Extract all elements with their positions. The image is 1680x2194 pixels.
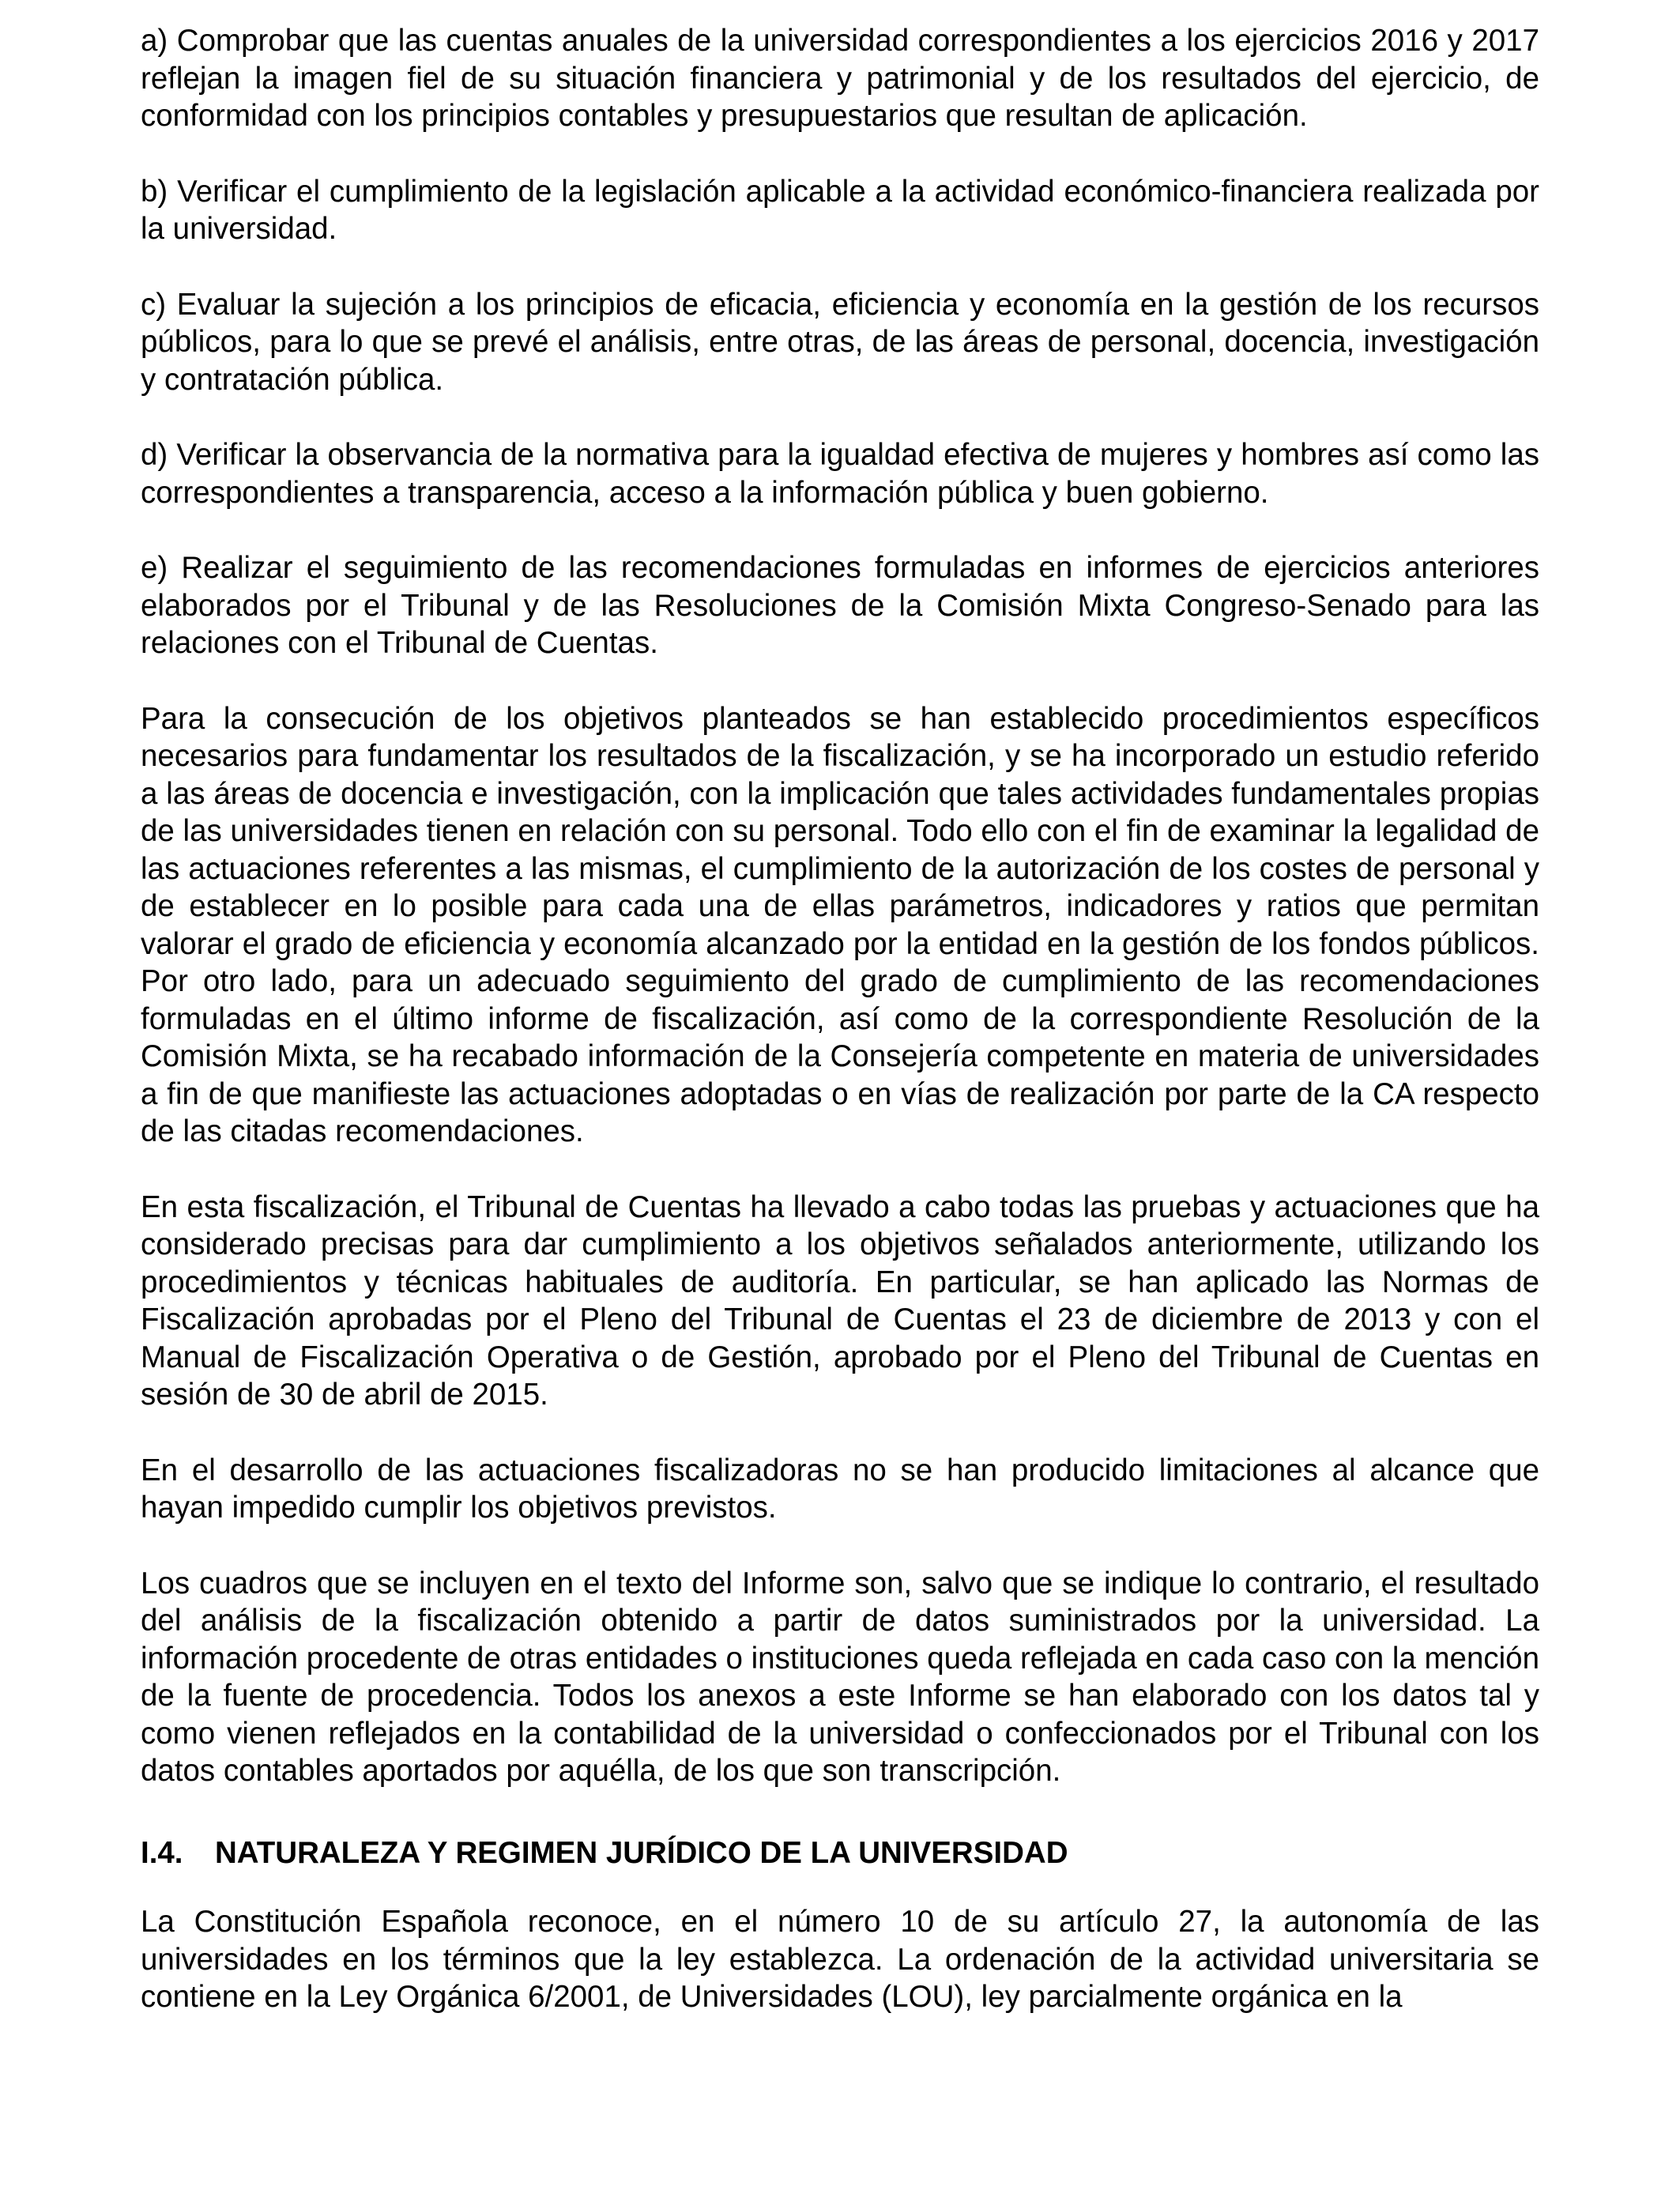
paragraph-procedures: Para la consecución de los objetivos planteados se han establecido procedimientos específicos necesarios para fundamentar los resultados de la fiscalización, y se ha incorporado un estudio referido a las áreas de docencia e investigación, con la implicación que tales actividades fundamentales propias de las universidades tienen en relación con su personal. Todo ello con el fin de examinar la legalidad de las actuaciones referentes a las mismas, el cumplimiento de la autorización de los costes de personal y de establecer en lo posible para cada una de ellas parámetros, indicadores y ratios que permitan valorar el grado de eficiencia y economía alcanzado por la entidad en la gestión de los fondos públicos. Por otro lado, para un adecuado seguimiento del grado de cumplimiento de las recomendaciones formuladas en el último informe de fiscalización, así como de la correspondiente Resolución de la Comisión Mixta, se ha recabado información de la Consejería competente en materia de universidades a fin de que manifieste las actuaciones adoptadas o en vías de realización por parte de la CA respecto de las citadas recomendaciones.: [141, 701, 1539, 1148]
objective-c: c) Evaluar la sujeción a los principios de eficacia, eficiencia y economía en la gestión de los recursos públicos, para lo que se prevé el análisis, entre otras, de las áreas de personal, docencia, investigación y contratación pública.: [141, 287, 1539, 397]
objective-b: b) Verificar el cumplimiento de la legislación aplicable a la actividad económico-financiera realizada por la universidad.: [141, 174, 1539, 246]
objective-e: e) Realizar el seguimiento de las recomendaciones formuladas en informes de ejercicios anteriores elaborados por el Tribunal y de las Resoluciones de la Comisión Mixta Congreso-Senado para las relaciones con el Tribunal de Cuentas.: [141, 551, 1539, 660]
paragraph-constitution: La Constitución Española reconoce, en el número 10 de su artículo 27, la autonomía de las universidades en los términos que la ley establezca. La ordenación de la actividad universitaria se contiene en la Ley Orgánica 6/2001, de Universidades (LOU), ley parcialmente orgánica en la: [141, 1905, 1539, 2014]
paragraph-audit-standards: En esta fiscalización, el Tribunal de Cuentas ha llevado a cabo todas las pruebas y actuaciones que ha considerado precisas para dar cumplimiento a los objetivos señalados anteriormente, utilizando los procedimientos y técnicas habituales de auditoría. En particular, se han aplicado las Normas de Fiscalización aprobadas por el Pleno del Tribunal de Cuentas el 23 de diciembre de 2013 y con el Manual de Fiscalización Operativa o de Gestión, aprobado por el Pleno del Tribunal de Cuentas en sesión de 30 de abril de 2015.: [141, 1189, 1539, 1412]
paragraph-tables-annexes: Los cuadros que se incluyen en el texto del Informe son, salvo que se indique lo contrario, el resultado del análisis de la fiscalización obtenido a partir de datos suministrados por la universidad. La información procedente de otras entidades o instituciones queda reflejada en cada caso con la mención de la fuente de procedencia. Todos los anexos a este Informe se han elaborado con los datos tal y como vienen reflejados en la contabilidad de la universidad o confeccionados por el Tribunal con los datos contables aportados por aquélla, de los que son transcripción.: [141, 1566, 1540, 1788]
objective-a: a) Comprobar que las cuentas anuales de la universidad correspondientes a los ejercicios 2016 y 2017 reflejan la imagen fiel de su situación financiera y patrimonial y de los resultados del ejercicio, de conformidad con los principios contables y presupuestarios que resultan de aplicación.: [141, 24, 1539, 133]
section-number: I.4.: [141, 1835, 183, 1870]
paragraph-no-limitations: En el desarrollo de las actuaciones fiscalizadoras no se han producido limitaciones al alcance que hayan impedido cumplir los objetivos previstos.: [141, 1453, 1539, 1525]
document-page: [141, 22, 1539, 2016]
objective-d: d) Verificar la observancia de la normativa para la igualdad efectiva de mujeres y hombres así como las correspondientes a transparencia, acceso a la información pública y buen gobierno.: [141, 438, 1539, 510]
section-title: NATURALEZA Y REGIMEN JURÍDICO DE LA UNIVERSIDAD: [215, 1835, 1068, 1870]
section-heading: [141, 1834, 1539, 1872]
